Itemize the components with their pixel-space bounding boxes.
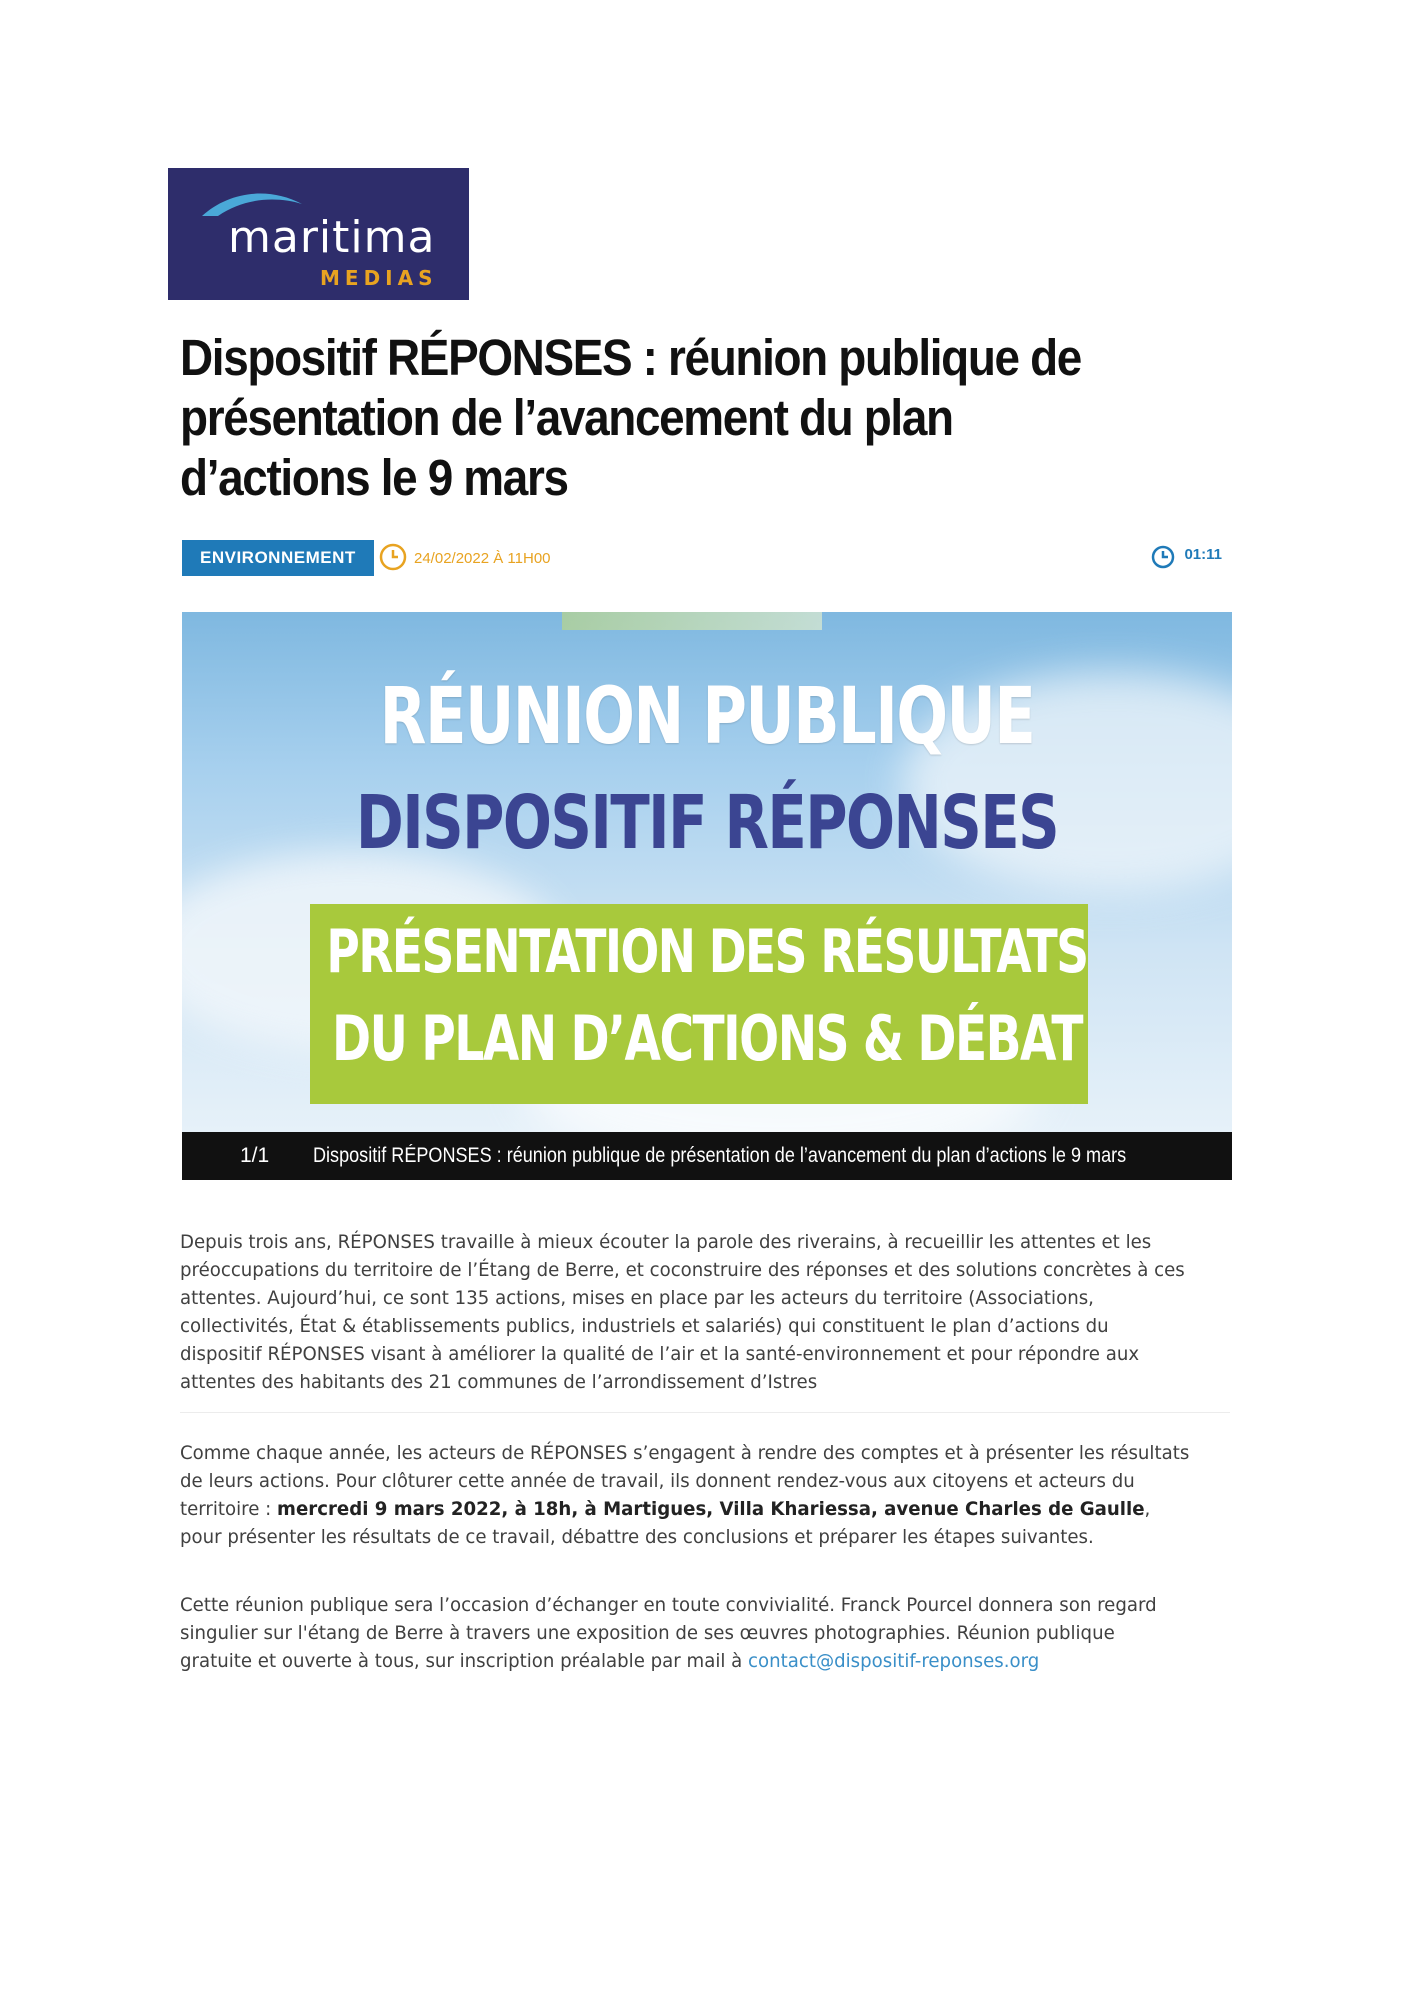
maritima-medias-logo[interactable]	[168, 168, 469, 300]
paragraph	[180, 1591, 1192, 1675]
poster-subheading: DISPOSITIF RÉPONSES	[355, 780, 1059, 866]
paragraph	[180, 1439, 1192, 1551]
poster-top-strip	[562, 612, 822, 630]
image-caption	[182, 1132, 1232, 1180]
duration-text: 01:11	[1184, 546, 1222, 563]
event-details: mercredi 9 mars 2022, à 18h, à Martigues, Villa Khariessa, avenue Charles de Gaulle	[277, 1498, 1145, 1520]
clock-icon	[378, 542, 408, 572]
poster-band-line-1: PRÉSENTATION DES RÉSULTATS	[326, 917, 1088, 987]
poster-heading: RÉUNION PUBLIQUE	[379, 672, 1035, 762]
contact-email-link[interactable]: contact@dispositif-reponses.org	[748, 1650, 1040, 1672]
article-meta	[182, 540, 1232, 580]
logo-subtitle: MEDIAS	[320, 266, 438, 290]
publish-date-text: 24/02/2022 À 11H00	[414, 550, 551, 567]
article-title: Dispositif RÉPONSES : réunion publique de présentation de l’avancement du plan d’actions le 9 mars	[180, 329, 1081, 506]
divider	[180, 1412, 1230, 1413]
hero-image[interactable]	[182, 612, 1232, 1132]
logo-wordmark: maritima	[228, 212, 436, 263]
poster-band-line-2: DU PLAN D’ACTIONS & DÉBAT	[332, 1002, 1082, 1075]
caption-text: Dispositif RÉPONSES : réunion publique de présentation de l’avancement du plan d’actions le 9 mars	[313, 1144, 1127, 1167]
paragraph: Depuis trois ans, RÉPONSES travaille à mieux écouter la parole des riverains, à recueillir les attentes et les préoccupations du territoire de l’Étang de Berre, et coconstruire des réponses et des solutions concrètes à ces attentes. Aujourd’hui, ce sont 135 actions, mises en place par les acteurs du territoire (Associations, collectivités, État & établissements publics, industriels et salariés) qui constituent le plan d’actions du dispositif RÉPONSES visant à améliorer la qualité de l’air et la santé-environnement et pour répondre aux attentes des habitants des 21 communes de l’arrondissement d’Istres	[180, 1231, 1185, 1393]
category-badge[interactable]: ENVIRONNEMENT	[182, 540, 374, 576]
paragraph-text: Cette réunion publique sera l’occasion d’échanger en toute convivialité. Franck Pourcel donnera son regard singulier sur l'étang de Berre à travers une exposition de ses œuvres photographies. Réunion publique gratuite et ouverte à tous, sur inscription préalable par mail à	[180, 1594, 1157, 1672]
article-body	[180, 1228, 1230, 1675]
paragraph-text: Comme chaque année, les acteurs de RÉPONSES s’engagent à rendre des comptes et à présenter les résultats de leurs actions. Pour clôturer cette année de travail, ils donnent rendez-vous aux citoyens et acteurs du territoire :	[180, 1442, 1190, 1520]
slide-counter: 1/1	[240, 1144, 270, 1167]
paragraph-text: , pour présenter les résultats de ce travail, débattre des conclusions et préparer les étapes suivantes.	[180, 1498, 1151, 1548]
reading-duration	[1184, 546, 1222, 563]
timer-icon	[1150, 544, 1176, 570]
